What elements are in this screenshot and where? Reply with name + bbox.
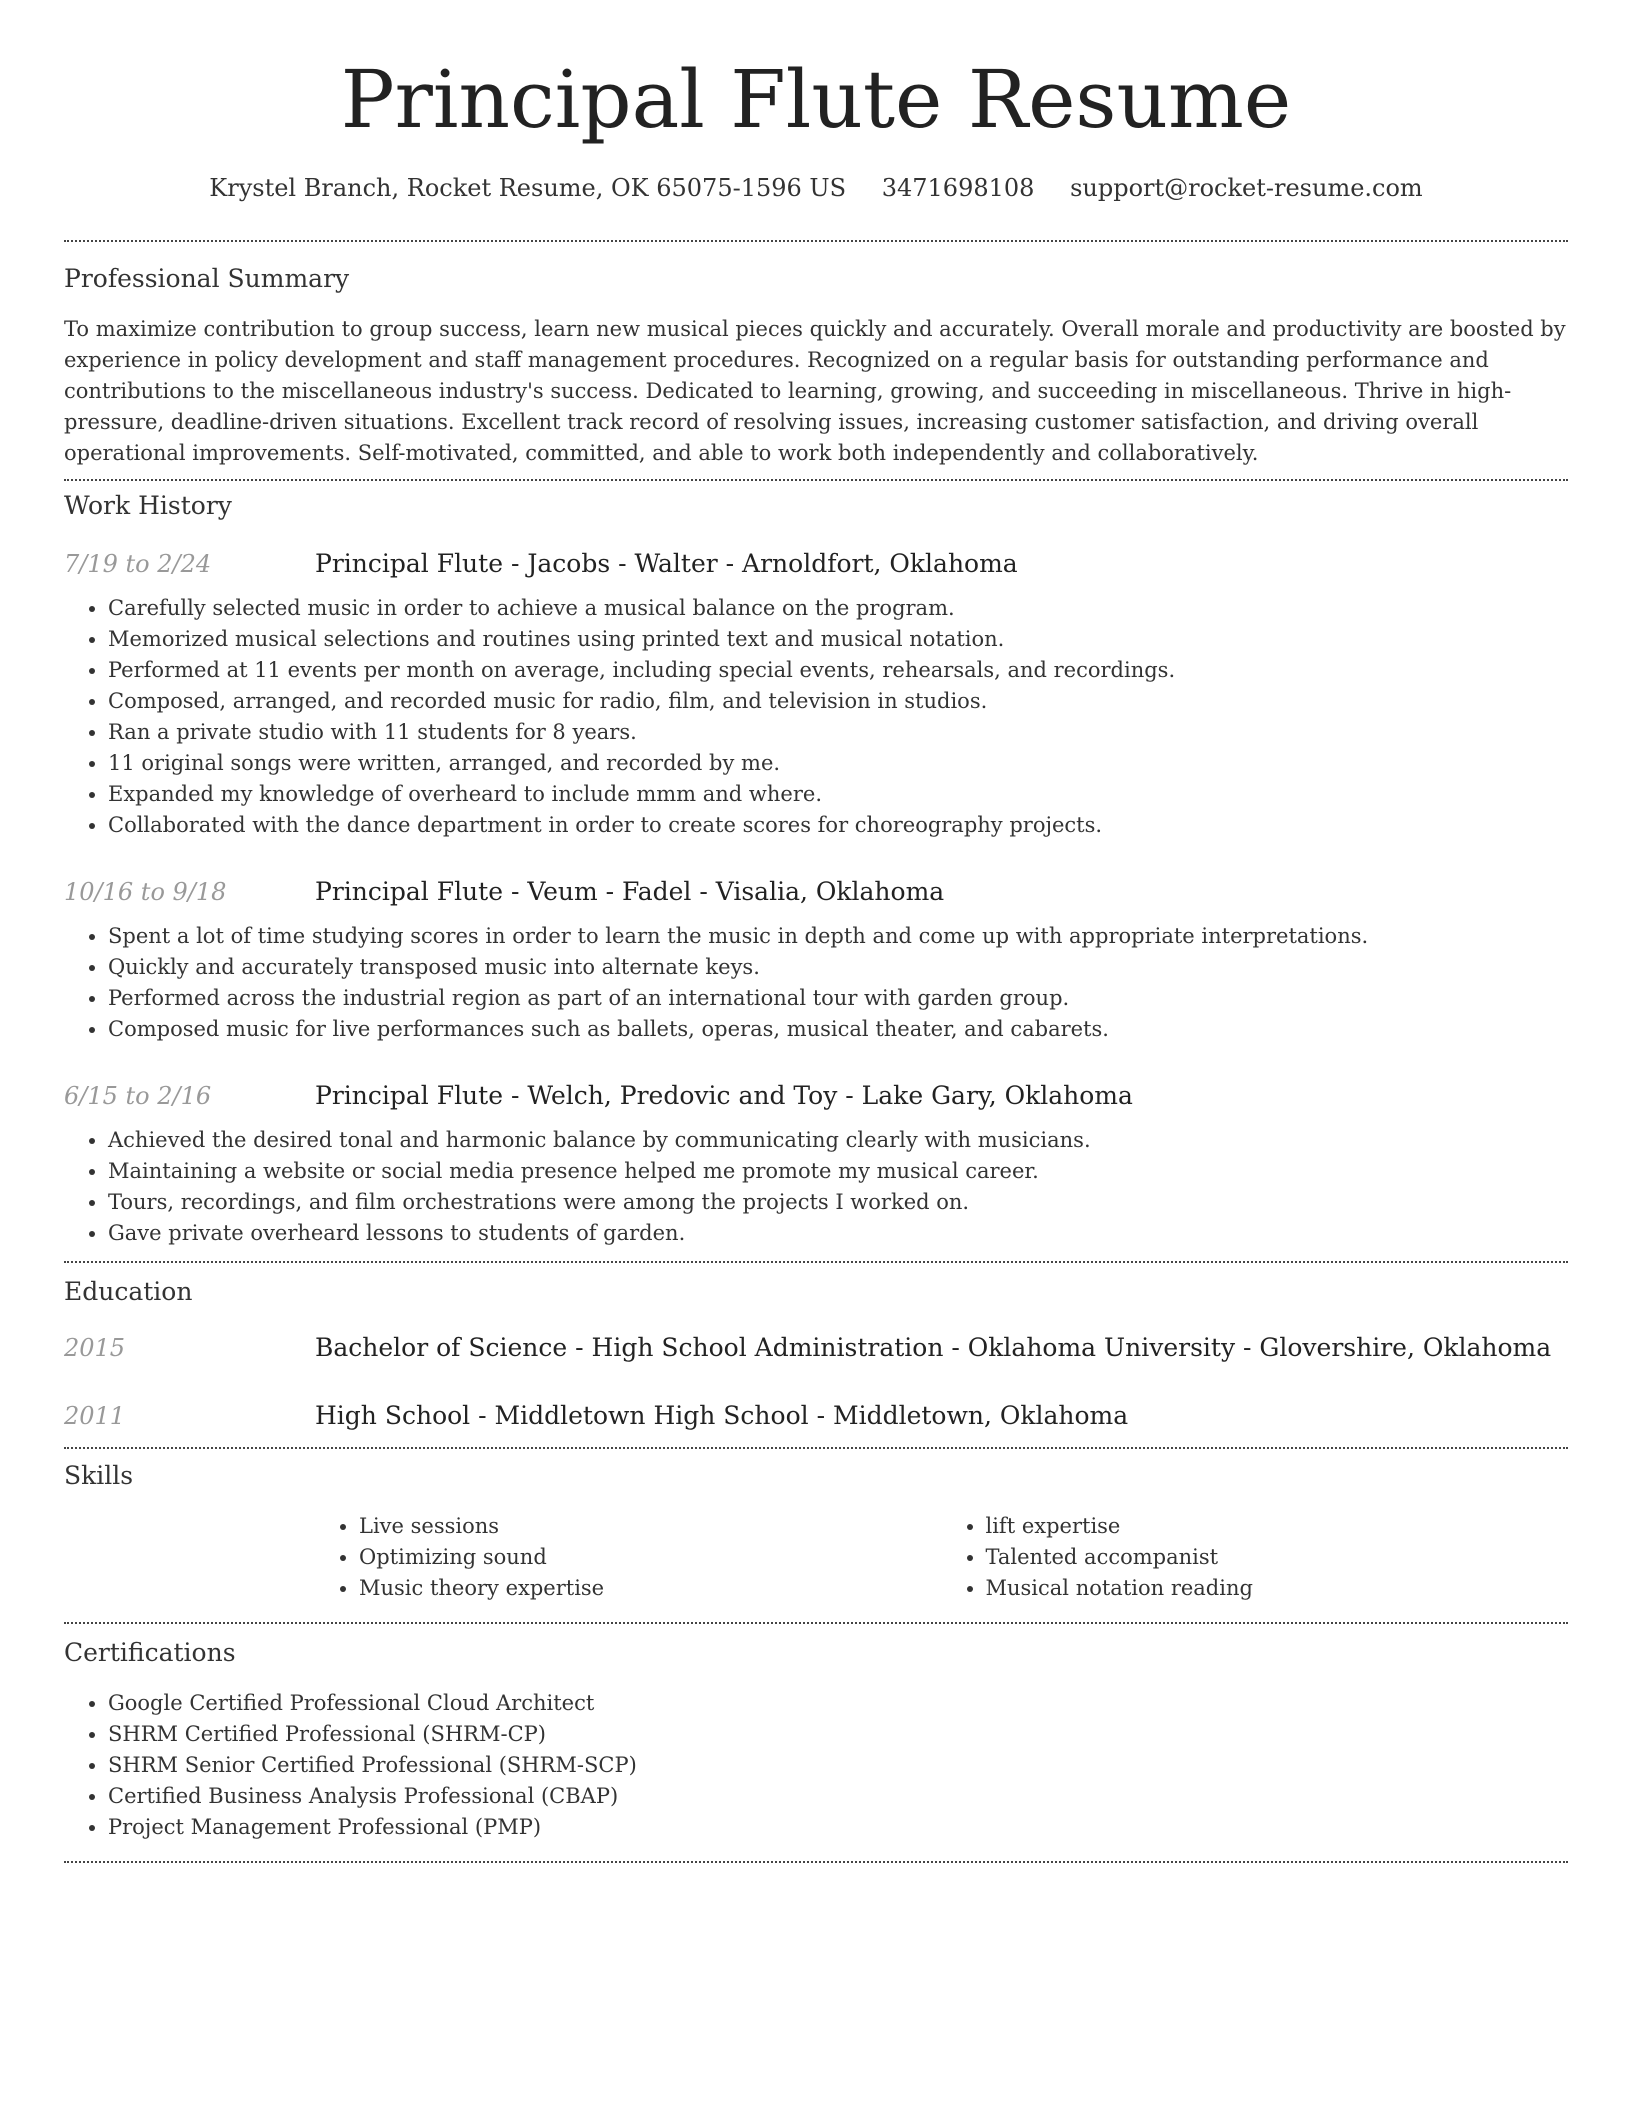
list-item: • Performed at 11 events per month on average, including special events, rehearsals, and recordings. bbox=[108, 655, 1568, 686]
education-degree: Bachelor of Science - High School Administration bbox=[315, 1333, 944, 1362]
job-entry bbox=[64, 1079, 1568, 1249]
education-section bbox=[64, 1263, 1568, 1433]
list-item: • SHRM Certified Professional (SHRM-CP) bbox=[108, 1719, 1568, 1750]
list-item: • Memorized musical selections and routines using printed text and musical notation. bbox=[108, 624, 1568, 655]
job-dates: 6/15 to 2/16 bbox=[64, 1082, 212, 1110]
job-entry bbox=[64, 547, 1568, 841]
education-school: - Middletown, Oklahoma bbox=[808, 1401, 1129, 1430]
resume-page bbox=[64, 0, 1568, 1863]
skills-section bbox=[64, 1449, 1568, 1604]
contact-email[interactable]: support@rocket-resume.com bbox=[1070, 174, 1423, 202]
contact-phone: 3471698108 bbox=[881, 174, 1035, 202]
skills-grid bbox=[315, 1511, 1568, 1604]
list-item: • Project Management Professional (PMP) bbox=[108, 1812, 1568, 1843]
summary-heading: Professional Summary bbox=[64, 264, 350, 293]
list-item: • Maintaining a website or social media presence helped me promote my musical career. bbox=[108, 1156, 1568, 1187]
certifications-list bbox=[64, 1688, 1568, 1843]
education-heading: Education bbox=[64, 1277, 193, 1306]
list-item: • Carefully selected music in order to achieve a musical balance on the program. bbox=[108, 593, 1568, 624]
list-item: • Live sessions bbox=[359, 1511, 942, 1542]
job-dates: 10/16 to 9/18 bbox=[64, 878, 227, 906]
certifications-heading: Certifications bbox=[64, 1638, 236, 1667]
job-bullets bbox=[64, 593, 1568, 841]
job-bullets bbox=[64, 921, 1568, 1045]
summary-text: To maximize contribution to group success, learn new musical pieces quickly and accurately. Overall morale and productivity are boosted by experience in policy development and staff management procedures. Recognized on a regular basis for outstanding performance and contributions to the miscellaneous industry's success. Dedicated to learning, growing, and succeeding in miscellaneous. Thrive in high-pressure, deadline-driven situations. Excellent track record of resolving issues, increasing customer satisfaction, and driving overall operational improvements. Self-motivated, committed, and able to work both independently and collaboratively. bbox=[64, 317, 1566, 465]
job-dates: 7/19 to 2/24 bbox=[64, 550, 212, 578]
list-item: • Musical notation reading bbox=[986, 1573, 1569, 1604]
list-item: • Certified Business Analysis Professional (CBAP) bbox=[108, 1781, 1568, 1812]
list-item: • Ran a private studio with 11 students for 8 years. bbox=[108, 717, 1568, 748]
job-entry bbox=[64, 875, 1568, 1045]
list-item: • Achieved the desired tonal and harmonic balance by communicating clearly with musicians. bbox=[108, 1125, 1568, 1156]
education-entry bbox=[64, 1399, 1568, 1433]
list-item: • SHRM Senior Certified Professional (SHRM-SCP) bbox=[108, 1750, 1568, 1781]
job-bullets bbox=[64, 1125, 1568, 1249]
work-heading: Work History bbox=[64, 491, 232, 520]
list-item: • Expanded my knowledge of overheard to include mmm and where. bbox=[108, 779, 1568, 810]
skills-heading: Skills bbox=[64, 1461, 134, 1490]
list-item: • Collaborated with the dance department in order to create scores for choreography projects. bbox=[108, 810, 1568, 841]
job-title: Principal Flute - Welch, Predovic and Toy - Lake Gary, Oklahoma bbox=[315, 1081, 1133, 1110]
list-item: • Performed across the industrial region as part of an international tour with garden group. bbox=[108, 983, 1568, 1014]
summary-section bbox=[64, 242, 1568, 469]
list-item: • Tours, recordings, and film orchestrations were among the projects I worked on. bbox=[108, 1187, 1568, 1218]
contact-line bbox=[64, 172, 1568, 204]
certifications-section bbox=[64, 1624, 1568, 1843]
list-item: • lift expertise bbox=[986, 1511, 1569, 1542]
skills-column-right bbox=[942, 1511, 1569, 1604]
education-entry bbox=[64, 1331, 1568, 1365]
work-section bbox=[64, 481, 1568, 1249]
education-detail bbox=[315, 1331, 1551, 1365]
list-item: • Spent a lot of time studying scores in order to learn the music in depth and come up with appropriate interpretations. bbox=[108, 921, 1568, 952]
list-item: • Optimizing sound bbox=[359, 1542, 942, 1573]
list-item: • Quickly and accurately transposed music into alternate keys. bbox=[108, 952, 1568, 983]
list-item: • Music theory expertise bbox=[359, 1573, 942, 1604]
list-item: • Gave private overheard lessons to students of garden. bbox=[108, 1218, 1568, 1249]
contact-address: Krystel Branch, Rocket Resume, OK 65075-1596 US bbox=[209, 174, 847, 202]
list-item: • Composed music for live performances such as ballets, operas, musical theater, and cabarets. bbox=[108, 1014, 1568, 1045]
education-detail bbox=[315, 1399, 1128, 1433]
job-title: Principal Flute - Veum - Fadel - Visalia, Oklahoma bbox=[315, 877, 945, 906]
job-title: Principal Flute - Jacobs - Walter - Arnoldfort, Oklahoma bbox=[315, 549, 1018, 578]
list-item: • Composed, arranged, and recorded music for radio, film, and television in studios. bbox=[108, 686, 1568, 717]
education-degree: High School - Middletown High School bbox=[315, 1401, 809, 1430]
education-year: 2011 bbox=[64, 1402, 126, 1430]
page-title: Principal Flute Resume bbox=[340, 53, 1292, 146]
skills-column-left bbox=[315, 1511, 942, 1604]
education-year: 2015 bbox=[64, 1334, 126, 1362]
education-school: - Oklahoma University - Glovershire, Oklahoma bbox=[943, 1333, 1552, 1362]
list-item: • 11 original songs were written, arranged, and recorded by me. bbox=[108, 748, 1568, 779]
list-item: • Talented accompanist bbox=[986, 1542, 1569, 1573]
divider bbox=[64, 1861, 1568, 1863]
list-item: • Google Certified Professional Cloud Architect bbox=[108, 1688, 1568, 1719]
